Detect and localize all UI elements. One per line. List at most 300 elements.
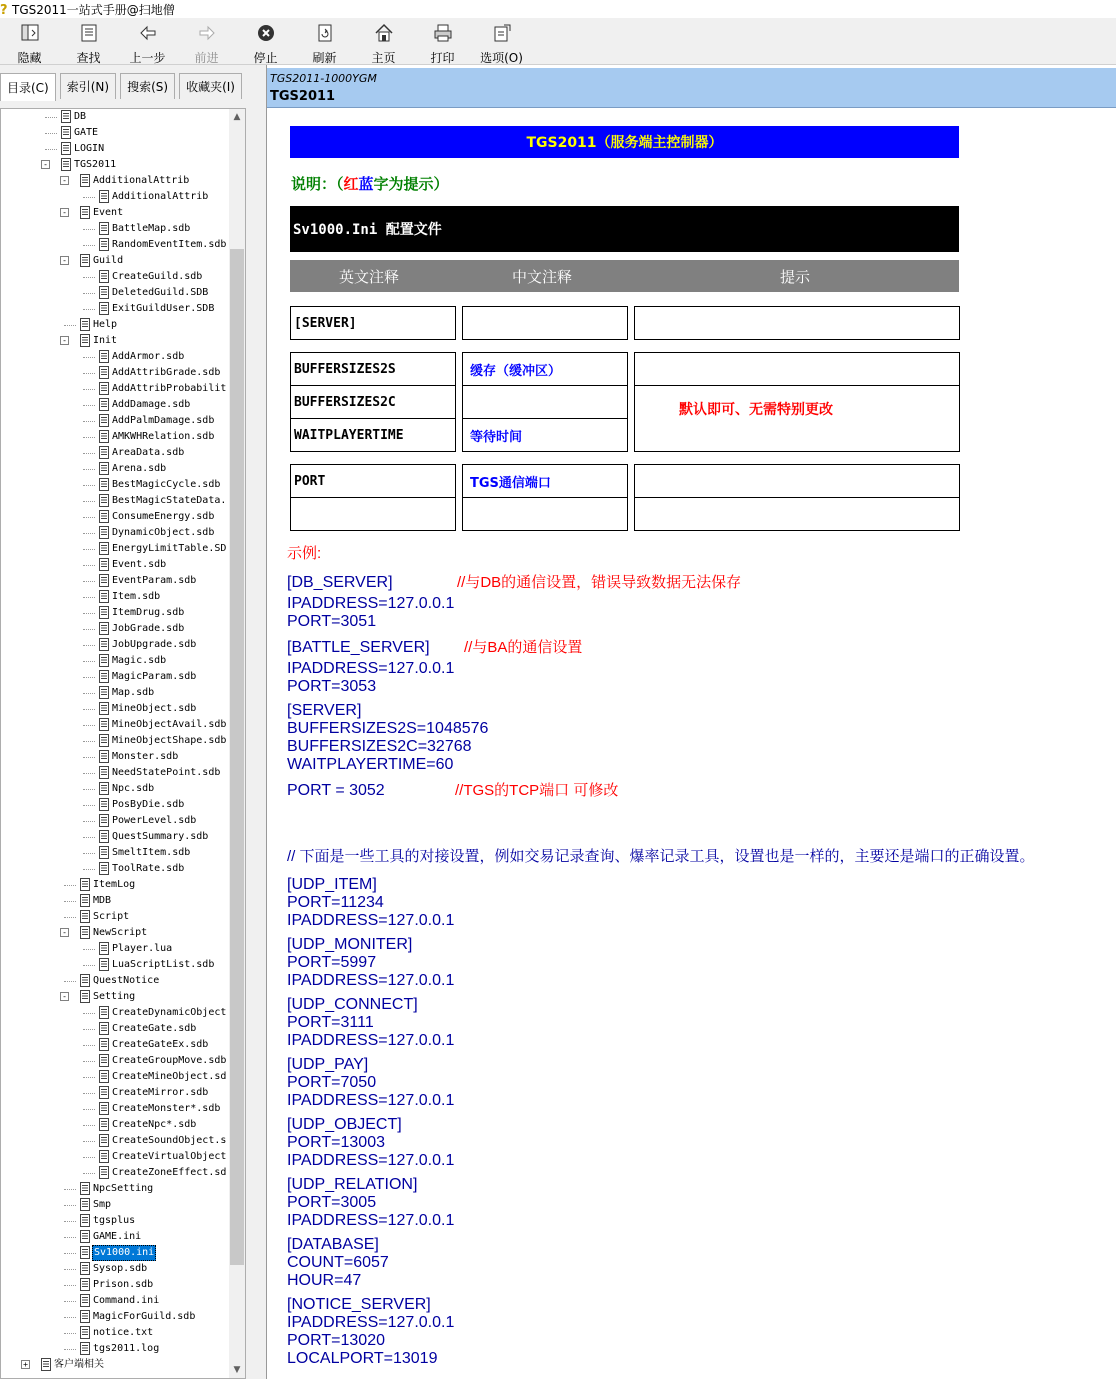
- page-icon: [99, 526, 109, 539]
- toolbar-button-label: 前进: [194, 51, 219, 65]
- tree-item[interactable]: [1, 925, 229, 941]
- stop-button[interactable]: [236, 18, 295, 65]
- tree-item-label: CreateSoundObject.s: [112, 1135, 227, 1146]
- code-line: COUNT=6057: [287, 1254, 389, 1271]
- tree-item[interactable]: [1, 1325, 229, 1341]
- hide-button[interactable]: [0, 18, 59, 65]
- tree-item[interactable]: [1, 813, 229, 829]
- expand-toggle-icon[interactable]: +: [21, 1360, 30, 1369]
- find-icon: [79, 23, 99, 46]
- tree-item-label: CreateMonster*.sdb: [112, 1103, 221, 1114]
- code-line: IPADDRESS=127.0.0.1: [287, 595, 455, 612]
- tree-item[interactable]: [1, 141, 229, 157]
- tree-item[interactable]: [1, 941, 229, 957]
- tree-item[interactable]: [1, 1069, 229, 1085]
- tree-item-label: Prison.sdb: [93, 1279, 154, 1290]
- page-icon: [99, 510, 109, 523]
- code-line: [UDP_RELATION]: [287, 1176, 418, 1193]
- tree-item[interactable]: [1, 797, 229, 813]
- tree-item[interactable]: [1, 1261, 229, 1277]
- back-arrow-icon: [138, 23, 158, 46]
- tree-scrollbar[interactable]: [229, 109, 245, 1378]
- tree-item-label: DB: [74, 111, 87, 122]
- cell-b2s: BUFFERSIZES2S: [290, 352, 456, 386]
- tree-item-label: Command.ini: [93, 1295, 160, 1306]
- tree-item[interactable]: [1, 1277, 229, 1293]
- print-icon: [433, 23, 453, 46]
- page-icon: [80, 990, 90, 1003]
- tree-item[interactable]: [1, 397, 229, 413]
- page-icon: [99, 286, 109, 299]
- code-line: [UDP_PAY]: [287, 1056, 369, 1073]
- page-icon: [99, 398, 109, 411]
- tree-item[interactable]: [1, 605, 229, 621]
- tree-item-label: MineObject.sdb: [112, 703, 197, 714]
- tree-item[interactable]: [1, 781, 229, 797]
- code-line: PORT=11234: [287, 894, 384, 911]
- topic-content: [266, 65, 1116, 1379]
- cell-wait: WAITPLAYERTIME: [290, 418, 456, 452]
- tree-item-label: notice.txt: [93, 1327, 154, 1338]
- tree-item[interactable]: [1, 573, 229, 589]
- tab-index[interactable]: 索引(N): [60, 73, 116, 99]
- page-icon: [80, 1182, 90, 1195]
- code-line: PORT=3051: [287, 613, 377, 630]
- tree-item-label: GATE: [74, 127, 99, 138]
- tab-search[interactable]: 搜索(S): [120, 73, 175, 99]
- toolbar-button-label: 打印: [430, 51, 455, 65]
- page-icon: [61, 110, 71, 123]
- tree-item-label: Arena.sdb: [112, 463, 167, 474]
- tree-item-label: CreateMineObject.sd: [112, 1071, 227, 1082]
- code-line: IPADDRESS=127.0.0.1: [287, 1092, 455, 1109]
- tree-item-label: Player.lua: [112, 943, 173, 954]
- tree-item[interactable]: [1, 1357, 229, 1373]
- home-icon: [374, 23, 394, 46]
- tree-item-label: Script: [93, 911, 130, 922]
- tree-item[interactable]: [1, 541, 229, 557]
- page-icon: [99, 1150, 109, 1163]
- page-icon: [99, 846, 109, 859]
- page-icon: [99, 782, 109, 795]
- cell-b2c-cn: [462, 385, 628, 419]
- page-icon: [99, 590, 109, 603]
- doc-banner: TGS2011（服务端主控制器）: [290, 126, 959, 158]
- tree-item-label: MineObjectAvail.sdb: [112, 719, 227, 730]
- page-icon: [80, 174, 90, 187]
- toolbar-button-label: 停止: [253, 51, 278, 65]
- tree-item[interactable]: [1, 493, 229, 509]
- page-icon: [80, 1198, 90, 1211]
- page-icon: [99, 670, 109, 683]
- tree-item[interactable]: [1, 445, 229, 461]
- tree-item[interactable]: [1, 1037, 229, 1053]
- code-line: IPADDRESS=127.0.0.1: [287, 660, 455, 677]
- collapse-toggle-icon[interactable]: -: [60, 336, 69, 345]
- code-line: PORT = 3052: [287, 782, 385, 799]
- tree-item[interactable]: [1, 989, 229, 1005]
- tree-item-label: GAME.ini: [93, 1231, 142, 1242]
- note-suffix: 字为提示）: [373, 175, 449, 193]
- page-icon: [99, 718, 109, 731]
- tree-item[interactable]: [1, 1293, 229, 1309]
- tree-item-label: Map.sdb: [112, 687, 155, 698]
- tree-item-label: JobGrade.sdb: [112, 623, 185, 634]
- page-icon: [80, 334, 90, 347]
- tree-item-label: CreateZoneEffect.sd: [112, 1167, 227, 1178]
- tree-item[interactable]: [1, 349, 229, 365]
- col-cn: 中文注释: [512, 268, 573, 286]
- tree-item[interactable]: [1, 205, 229, 221]
- collapse-toggle-icon[interactable]: -: [41, 160, 50, 169]
- page-icon: [80, 974, 90, 987]
- tree-item[interactable]: [1, 653, 229, 669]
- tree-item[interactable]: [1, 733, 229, 749]
- collapse-toggle-icon[interactable]: -: [60, 208, 69, 217]
- code-line: PORT=13003: [287, 1134, 385, 1151]
- tree-item[interactable]: [1, 333, 229, 349]
- page-icon: [99, 190, 109, 203]
- code-comment: //与DB的通信设置，错误导致数据无法保存: [457, 574, 742, 591]
- cell-port-empty: [290, 497, 456, 531]
- tree-item[interactable]: [1, 1165, 229, 1181]
- tree-item-label: EnergyLimitTable.SD: [112, 543, 227, 554]
- toolbar-button-label: 刷新: [312, 51, 337, 65]
- page-icon: [99, 686, 109, 699]
- tree-item-label: ItemLog: [93, 879, 136, 890]
- tab-favorites[interactable]: 收藏夹(I): [179, 73, 242, 99]
- tree-item-label: ExitGuildUser.SDB: [112, 303, 215, 314]
- code-line: IPADDRESS=127.0.0.1: [287, 1152, 455, 1169]
- tree-item-label: AddAttribGrade.sdb: [112, 367, 221, 378]
- code-line: IPADDRESS=127.0.0.1: [287, 1314, 455, 1331]
- tree-item[interactable]: [1, 589, 229, 605]
- page-icon: [99, 798, 109, 811]
- tree-item[interactable]: [1, 365, 229, 381]
- page-icon: [99, 942, 109, 955]
- code-line: [DATABASE]: [287, 1236, 379, 1253]
- tree-item-label: TGS2011: [74, 159, 117, 170]
- tree-item-label: Npc.sdb: [112, 783, 155, 794]
- tree-item[interactable]: [1, 269, 229, 285]
- tree-item[interactable]: [1, 1245, 229, 1261]
- forward-arrow-button[interactable]: [177, 18, 236, 65]
- page-icon: [99, 350, 109, 363]
- topic-path: TGS2011-1000YGM: [270, 72, 377, 85]
- example-label: 示例:: [287, 545, 322, 562]
- page-icon: [80, 894, 90, 907]
- code-line: [BATTLE_SERVER]: [287, 639, 430, 656]
- tree-item-label: CreateDynamicObject: [112, 1007, 227, 1018]
- default-hint: 默认即可、无需特别更改: [679, 402, 833, 418]
- tree-item-label: CreateGroupMove.sdb: [112, 1055, 227, 1066]
- page-icon: [99, 574, 109, 587]
- tree-item[interactable]: [1, 429, 229, 445]
- page-icon: [99, 494, 109, 507]
- tree-item[interactable]: [1, 509, 229, 525]
- tree-item-label: AreaData.sdb: [112, 447, 185, 458]
- find-button[interactable]: [59, 18, 118, 65]
- tree-item-label: JobUpgrade.sdb: [112, 639, 197, 650]
- tree-item[interactable]: [1, 1101, 229, 1117]
- tree-item[interactable]: [1, 893, 229, 909]
- tree-item[interactable]: [1, 1341, 229, 1357]
- tree-item[interactable]: [1, 157, 229, 173]
- cell-server-cn: [462, 306, 628, 340]
- tree-item-label: QuestSummary.sdb: [112, 831, 209, 842]
- tree-item[interactable]: [1, 685, 229, 701]
- code-line: LOCALPORT=13019: [287, 1350, 438, 1367]
- tree-item-label: Magic.sdb: [112, 655, 167, 666]
- svg-text:?: ?: [0, 3, 8, 16]
- code-line: [UDP_OBJECT]: [287, 1116, 402, 1133]
- tree-item[interactable]: [1, 765, 229, 781]
- tree-item-label: CreateNpc*.sdb: [112, 1119, 197, 1130]
- tree-item-label: AddAttribProbabilit: [112, 383, 227, 394]
- page-icon: [80, 878, 90, 891]
- tree-item-label: MDB: [93, 895, 112, 906]
- tree-item[interactable]: [1, 285, 229, 301]
- tree-item[interactable]: [1, 1197, 229, 1213]
- tree-item[interactable]: [1, 221, 229, 237]
- code-line: PORT=13020: [287, 1332, 385, 1349]
- cell-wait-cn: 等待时间: [462, 418, 628, 452]
- page-icon: [99, 1006, 109, 1019]
- page-icon: [99, 1054, 109, 1067]
- stop-icon: [256, 23, 276, 46]
- page-icon: [99, 1118, 109, 1131]
- tree-item[interactable]: [1, 909, 229, 925]
- tree-item-label: RandomEventItem.sdb: [112, 239, 227, 250]
- col-hint: 提示: [780, 268, 811, 286]
- refresh-button[interactable]: [295, 18, 354, 65]
- page-icon: [99, 862, 109, 875]
- tree-item-label: ItemDrug.sdb: [112, 607, 185, 618]
- page-icon: [99, 622, 109, 635]
- page-icon: [99, 1086, 109, 1099]
- tree-item[interactable]: [1, 189, 229, 205]
- page-icon: [80, 1262, 90, 1275]
- options-button[interactable]: [472, 18, 531, 65]
- collapse-toggle-icon[interactable]: -: [60, 992, 69, 1001]
- tree-item-label: DynamicObject.sdb: [112, 527, 215, 538]
- tree-item[interactable]: [1, 621, 229, 637]
- home-button[interactable]: [354, 18, 413, 65]
- tab-contents[interactable]: 目录(C): [0, 73, 56, 101]
- page-icon: [80, 1230, 90, 1243]
- tree-item[interactable]: [1, 957, 229, 973]
- tree-item-label: SmeltItem.sdb: [112, 847, 191, 858]
- page-icon: [99, 1022, 109, 1035]
- navigation-pane: [0, 65, 262, 1379]
- tree-item-label: PowerLevel.sdb: [112, 815, 197, 826]
- collapse-toggle-icon[interactable]: -: [60, 256, 69, 265]
- page-icon: [99, 270, 109, 283]
- tree-item[interactable]: [1, 317, 229, 333]
- tree-item[interactable]: [1, 669, 229, 685]
- scroll-up-icon[interactable]: ▲: [233, 112, 241, 122]
- code-line: [UDP_MONITER]: [287, 936, 413, 953]
- cell-server-hint: [634, 306, 960, 340]
- tree-item-label: CreateMirror.sdb: [112, 1087, 209, 1098]
- tree-item[interactable]: [1, 1149, 229, 1165]
- toolbar: [0, 18, 1116, 65]
- refresh-icon: [315, 23, 335, 46]
- tree-list: [1, 109, 229, 1373]
- tree-item[interactable]: [1, 1117, 229, 1133]
- tree-item[interactable]: [1, 1005, 229, 1021]
- tree-item[interactable]: [1, 253, 229, 269]
- page-icon: [80, 1214, 90, 1227]
- tree-item[interactable]: [1, 525, 229, 541]
- code-line: IPADDRESS=127.0.0.1: [287, 1212, 455, 1229]
- tree-item[interactable]: [1, 1085, 229, 1101]
- page-icon: [99, 302, 109, 315]
- contents-tree[interactable]: [0, 108, 246, 1379]
- tree-item[interactable]: [1, 413, 229, 429]
- tree-item[interactable]: [1, 237, 229, 253]
- tree-item-label: LOGIN: [74, 143, 105, 154]
- tree-item[interactable]: [1, 829, 229, 845]
- page-icon: [99, 222, 109, 235]
- tree-item[interactable]: [1, 1133, 229, 1149]
- tree-item[interactable]: [1, 125, 229, 141]
- tree-item-label: Init: [93, 335, 118, 346]
- code-line: IPADDRESS=127.0.0.1: [287, 1032, 455, 1049]
- page-icon: [80, 910, 90, 923]
- note-prefix: 说明：（: [291, 175, 344, 193]
- tree-item[interactable]: [1, 1053, 229, 1069]
- toolbar-button-label: 上一步: [129, 51, 166, 65]
- collapse-toggle-icon[interactable]: -: [60, 928, 69, 937]
- tree-item[interactable]: [1, 845, 229, 861]
- page-icon: [99, 414, 109, 427]
- tree-item[interactable]: [1, 173, 229, 189]
- tree-item-label: MagicParam.sdb: [112, 671, 197, 682]
- tree-item[interactable]: [1, 1213, 229, 1229]
- tree-item[interactable]: [1, 301, 229, 317]
- back-arrow-button[interactable]: [118, 18, 177, 65]
- cell-b2s-hint: [634, 352, 960, 386]
- tree-item-label: Guild: [93, 255, 124, 266]
- code-line: BUFFERSIZES2S=1048576: [287, 720, 489, 737]
- book-icon: [41, 1358, 51, 1371]
- tree-item-label: PosByDie.sdb: [112, 799, 185, 810]
- tree-item[interactable]: [1, 381, 229, 397]
- page-icon: [99, 462, 109, 475]
- tree-item[interactable]: [1, 717, 229, 733]
- tree-item[interactable]: [1, 461, 229, 477]
- code-comment: //与BA的通信设置: [464, 639, 583, 656]
- code-line: WAITPLAYERTIME=60: [287, 756, 454, 773]
- navigation-tabs: [0, 73, 246, 101]
- tree-item[interactable]: [1, 1181, 229, 1197]
- code-line: IPADDRESS=127.0.0.1: [287, 912, 455, 929]
- code-line: PORT=7050: [287, 1074, 377, 1091]
- cell-port-hint: [634, 464, 960, 498]
- tree-item[interactable]: [1, 637, 229, 653]
- code-line: [DB_SERVER]: [287, 574, 393, 591]
- config-title: Sv1000.Ini 配置文件: [290, 206, 959, 252]
- title-bar: [0, 0, 1116, 18]
- tree-item[interactable]: [1, 861, 229, 877]
- page-icon: [99, 430, 109, 443]
- tree-item-label: CreateGateEx.sdb: [112, 1039, 209, 1050]
- page-icon: [99, 542, 109, 555]
- tree-item-label: Item.sdb: [112, 591, 161, 602]
- print-button[interactable]: [413, 18, 472, 65]
- tree-item-label: BestMagicCycle.sdb: [112, 479, 221, 490]
- page-icon: [99, 830, 109, 843]
- scroll-down-icon[interactable]: ▼: [233, 1365, 241, 1375]
- page-icon: [80, 926, 90, 939]
- page-icon: [61, 142, 71, 155]
- hide-icon: [20, 23, 40, 46]
- page-icon: [99, 734, 109, 747]
- options-icon: [492, 23, 512, 46]
- code-line: // 下面是一些工具的对接设置，例如交易记录查询、爆率记录工具，设置也是一样的，主要还是端口的正确设置。: [287, 848, 1035, 865]
- tree-item-label: DeletedGuild.SDB: [112, 287, 209, 298]
- cell-port: PORT: [290, 464, 456, 498]
- page-icon: [99, 750, 109, 763]
- page-icon: [99, 1134, 109, 1147]
- cell-server: [SERVER]: [290, 306, 456, 340]
- tree-item-label: NpcSetting: [93, 1183, 154, 1194]
- scroll-thumb[interactable]: [230, 249, 244, 1265]
- tree-item[interactable]: [1, 701, 229, 717]
- cell-b2s-cn: 缓存（缓冲区）: [462, 352, 628, 386]
- page-icon: [80, 318, 90, 331]
- toolbar-button-label: 查找: [76, 51, 101, 65]
- page-icon: [99, 238, 109, 251]
- tree-item-label: CreateGuild.sdb: [112, 271, 203, 282]
- tree-item[interactable]: [1, 1021, 229, 1037]
- code-line: PORT=3111: [287, 1014, 374, 1031]
- page-icon: [80, 1326, 90, 1339]
- tree-item[interactable]: [1, 1229, 229, 1245]
- topic-title: TGS2011: [270, 89, 336, 104]
- topic-header: [267, 68, 1116, 108]
- page-icon: [99, 814, 109, 827]
- code-line: [UDP_CONNECT]: [287, 996, 418, 1013]
- tree-item-label: CreateGate.sdb: [112, 1023, 197, 1034]
- page-icon: [99, 766, 109, 779]
- tree-item-label: ToolRate.sdb: [112, 863, 185, 874]
- tree-item[interactable]: [1, 749, 229, 765]
- page-icon: [99, 606, 109, 619]
- page-icon: [61, 126, 71, 139]
- tree-item[interactable]: [1, 1309, 229, 1325]
- tree-item[interactable]: [1, 109, 229, 125]
- collapse-toggle-icon[interactable]: -: [60, 176, 69, 185]
- tree-item[interactable]: [1, 557, 229, 573]
- help-app-icon: [0, 2, 8, 16]
- toolbar-button-label: 主页: [371, 51, 396, 65]
- tree-item[interactable]: [1, 877, 229, 893]
- page-icon: [80, 1246, 90, 1259]
- tree-item[interactable]: [1, 477, 229, 493]
- page-icon: [80, 1342, 90, 1355]
- page-icon: [99, 558, 109, 571]
- tree-item[interactable]: [1, 973, 229, 989]
- page-icon: [99, 654, 109, 667]
- code-line: [NOTICE_SERVER]: [287, 1296, 431, 1313]
- column-header-row: [290, 260, 959, 292]
- code-comment: //TGS的TCP端口 可修改: [455, 782, 619, 799]
- code-line: IPADDRESS=127.0.0.1: [287, 972, 455, 989]
- tree-item-label: BattleMap.sdb: [112, 223, 191, 234]
- tree-item-label: AddDamage.sdb: [112, 399, 191, 410]
